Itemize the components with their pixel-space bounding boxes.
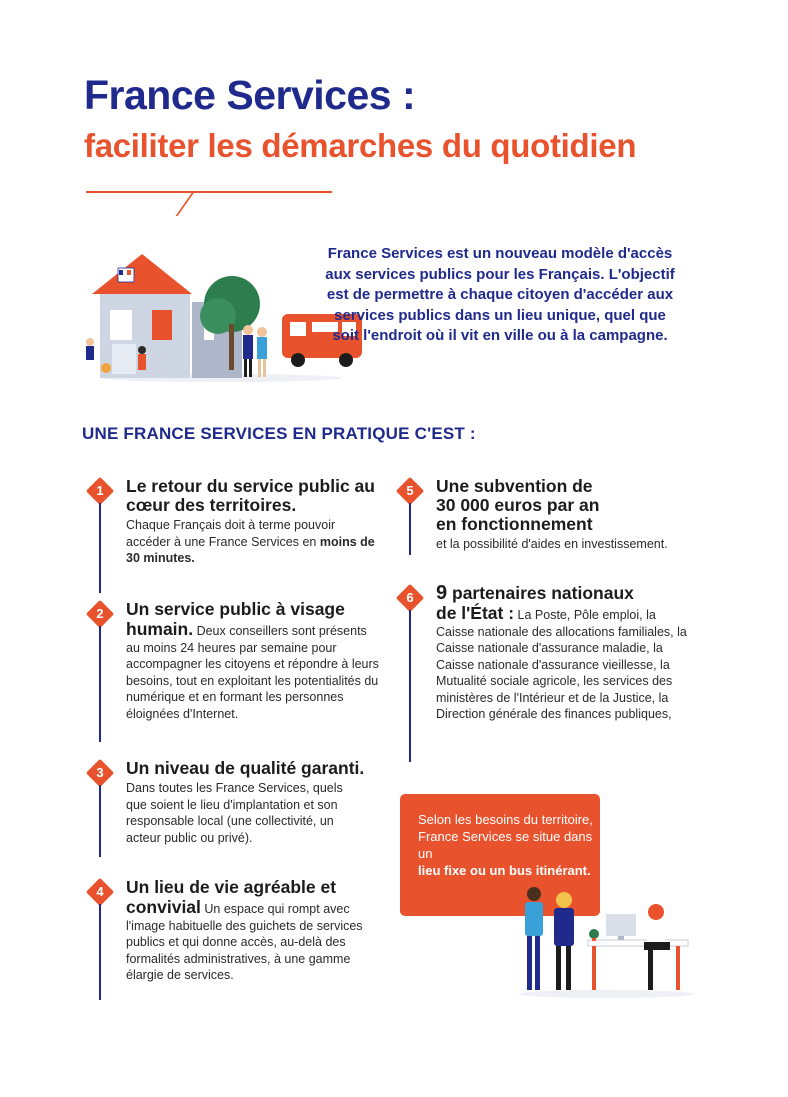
item-4-body: convivial Un espace qui rompt avec l'image habituelle des guichets de services publics et qui donne accès, au-delà des formalités administratives, à une gamme élargie de services.	[126, 897, 363, 982]
item-6-body: de l'État : La Poste, Pôle emploi, la Caisse nationale des allocations familiales, la Caisse nationale d'assurance maladie, la Caisse nationale d'assurance vieillesse, la Mutualité sociale agricole, les services des ministères de l'Intérieur et de la Justice, la Direction générale des finances publiques,	[436, 603, 687, 721]
item-4-title: Un lieu de vie agréable et	[126, 877, 337, 897]
item-6-title: 9 partenaires nationaux	[436, 582, 634, 604]
section-heading: UNE FRANCE SERVICES EN PRATIQUE C'EST :	[82, 424, 476, 443]
item-1-line	[99, 503, 101, 593]
item-2-body: humain. Deux conseillers sont présents au moins 24 heures par semaine pour accompagner les citoyens et répondre à leurs besoins, tout en exploitant les potentialités du numérique et en formant les personnes éloignées d'Internet.	[126, 619, 379, 721]
title-divider	[86, 191, 332, 193]
item-3-title: Un niveau de qualité garanti.	[126, 758, 365, 778]
page-title: France Services :	[84, 72, 416, 118]
item-1-body: Chaque Français doit à terme pouvoir accéder à une France Services en moins de 30 minutes.	[126, 518, 375, 565]
badge-6: 6	[396, 584, 424, 612]
item-5-title: Une subvention de 30 000 euros par an en fonctionnement	[436, 476, 600, 534]
badge-4: 4	[86, 878, 114, 906]
item-3-line	[99, 785, 101, 857]
page-subtitle: faciliter les démarches du quotidien	[84, 127, 637, 164]
item-5-body: et la possibilité d'aides en investissement.	[436, 537, 668, 551]
item-2-line	[99, 626, 101, 742]
item-6-line	[409, 610, 411, 762]
intro-text: France Services est un nouveau modèle d'accès aux services publics pour les Français. L'objectif est de permettre à chaque citoyen d'accéder aux services publics dans un lieu unique, quel que soit l'endroit où il vit en ville ou à la campagne.	[325, 245, 675, 344]
item-4-line	[99, 904, 101, 1000]
item-1-title: Le retour du service public au cœur des territoires.	[126, 476, 375, 515]
item-2-title: Un service public à visage	[126, 599, 345, 619]
badge-3: 3	[86, 759, 114, 787]
office-illustration	[516, 880, 698, 998]
badge-1: 1	[86, 477, 114, 505]
title-divider-tick	[176, 192, 195, 216]
badge-2: 2	[86, 600, 114, 628]
callout-text: Selon les besoins du territoire, France Services se situe dans un lieu fixe ou un bus itinérant.	[418, 812, 593, 878]
badge-5: 5	[396, 477, 424, 505]
item-5-line	[409, 503, 411, 555]
item-3-body: Dans toutes les France Services, quels que soient le lieu d'implantation et son responsable local (une collectivité, un acteur public ou privé).	[126, 781, 343, 845]
